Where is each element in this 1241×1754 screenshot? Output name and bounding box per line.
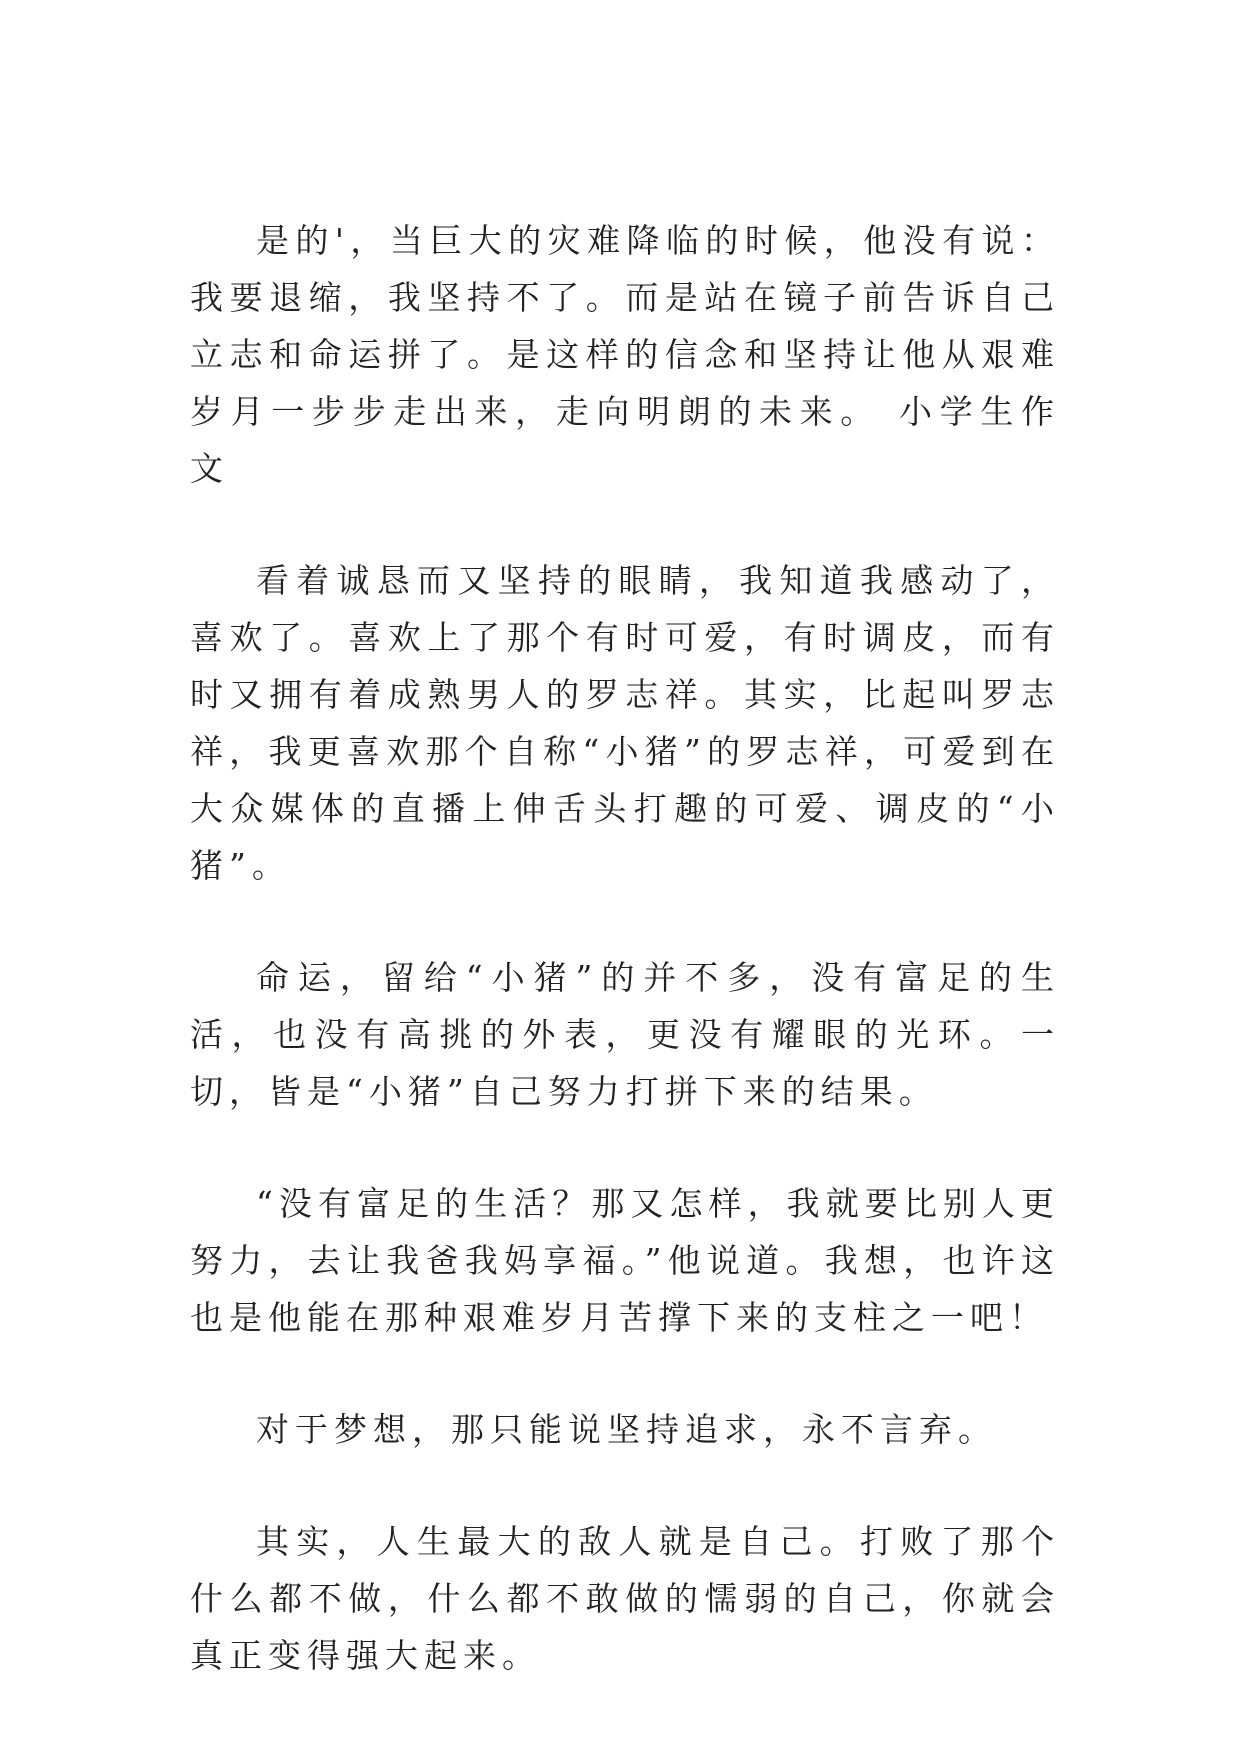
paragraph-5: 对于梦想，那只能说坚持追求，永不言弃。	[256, 1410, 997, 1449]
paragraph-3: 命运，留给“小猪”的并不多，没有富足的生活，也没有高挑的外表，更没有耀眼的光环。一切，皆是“小猪”自己努力打拼下来的结果。	[190, 958, 1060, 1111]
paragraph-4: “没有富足的生活？那又怎样，我就要比别人更努力，去让我爸我妈享福。”他说道。我想，也许这也是他能在那种艰难岁月苦撑下来的支柱之一吧！	[190, 1184, 1060, 1337]
paragraph-1: 是的'，当巨大的灾难降临的时候，他没有说：我要退缩，我坚持不了。而是站在镜子前告诉自己立志和命运拼了。是这样的信念和坚持让他从艰难岁月一步步走出来，走向明朗的未来。 小学生作文	[190, 221, 1060, 488]
document-body	[190, 212, 1060, 1684]
paragraph-6: 其实，人生最大的敌人就是自己。打败了那个什么都不做，什么都不敢做的懦弱的自己，你就会真正变得强大起来。	[190, 1522, 1060, 1675]
paragraph-2: 看着诚恳而又坚持的眼睛，我知道我感动了，喜欢了。喜欢上了那个有时可爱，有时调皮，而有时又拥有着成熟男人的罗志祥。其实，比起叫罗志祥，我更喜欢那个自称“小猪”的罗志祥，可爱到在大众媒体的直播上伸舌头打趣的可爱、调皮的“小猪”。	[190, 561, 1060, 885]
